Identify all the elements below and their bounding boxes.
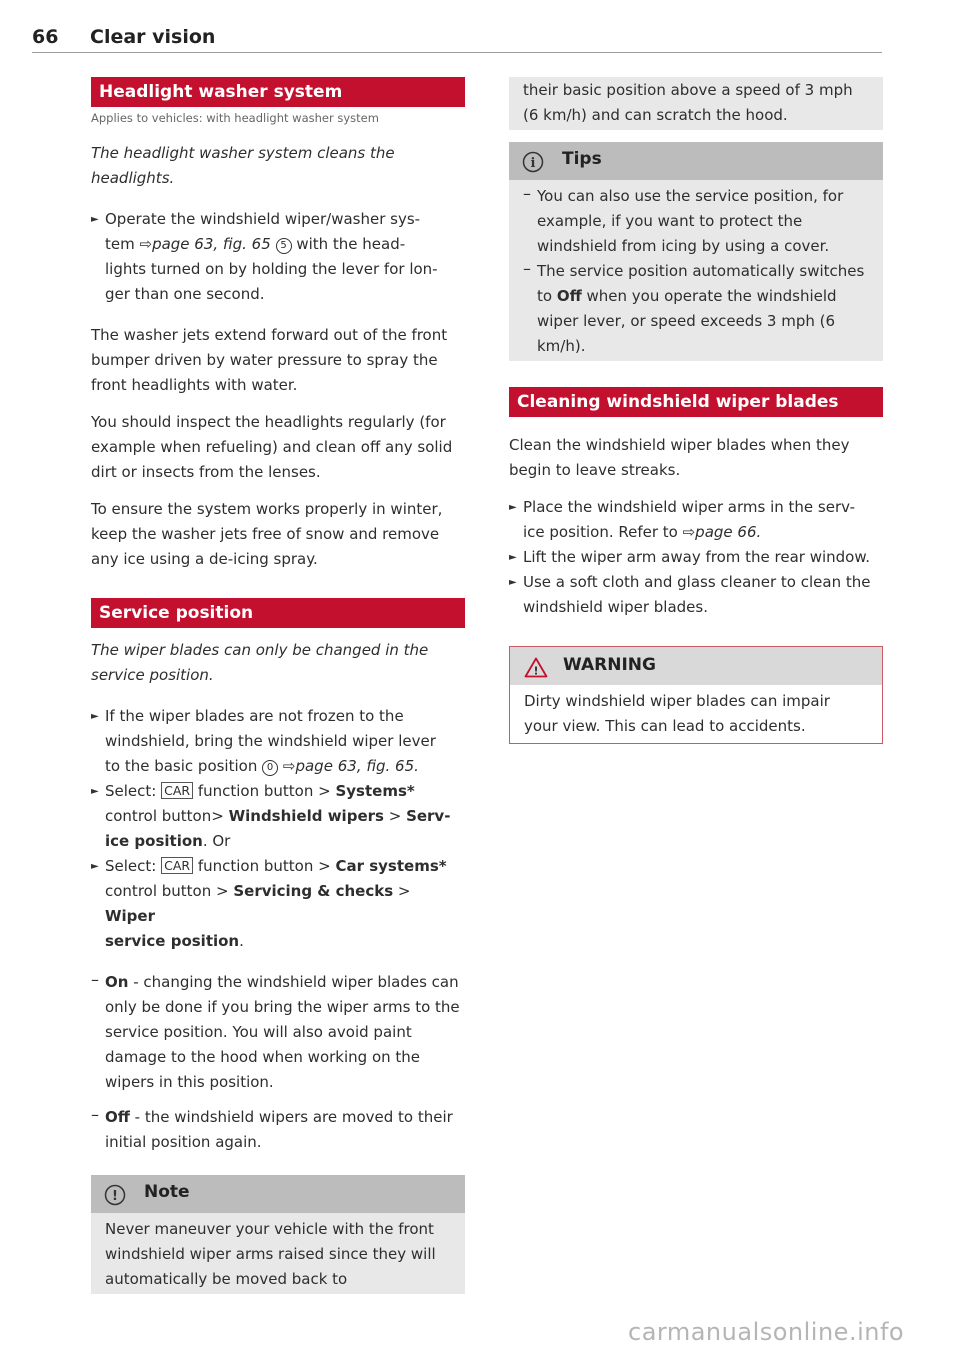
tips-box (509, 142, 883, 361)
warning-title: WARNING (563, 655, 656, 675)
step-arrow-icon: ► (91, 214, 99, 225)
inspect-paragraph: You should inspect the headlights regularly (for example when refueling) and clean off any solid dirt or insects from the lenses. (91, 413, 453, 481)
headlight-intro: The headlight washer system cleans the headlights. (91, 144, 395, 187)
cleaning-step-1: ► Place the windshield wiper arms in the serv- ice position. Refer to ⇨page 66. (509, 495, 883, 545)
service-step-3: ► Select: CAR function button > Car systems* control button > Servicing & checks > Wiper service position. (91, 854, 465, 954)
cleaning-step-2: ► Lift the wiper arm away from the rear window. (509, 545, 883, 570)
service-position-heading: Service position (91, 598, 465, 628)
warning-box (509, 646, 883, 744)
applies-note: Applies to vehicles: with headlight washer system (91, 111, 379, 125)
page-reference-link[interactable]: ⇨page 66. (682, 523, 762, 541)
warning-text: Dirty windshield wiper blades can impair your view. This can lead to accidents. (524, 692, 830, 735)
car-key-icon: CAR (161, 857, 193, 874)
svg-text:i: i (530, 156, 536, 171)
service-step-1: ► If the wiper blades are not frozen to the windshield, bring the windshield wiper lever to the basic position 0 ⇨page 63, fig. 65. (91, 704, 465, 779)
step-arrow-icon: ► (509, 502, 517, 513)
on-option: – On - changing the windshield wiper blades can only be done if you bring the wiper arms to the service position. You will also avoid paint damage to the hood when working on the wipers in this position. (91, 970, 460, 1091)
info-icon (522, 151, 544, 173)
left-column (91, 77, 465, 1294)
warning-triangle-icon (524, 657, 548, 678)
svg-text:!: ! (112, 1189, 118, 1204)
step-arrow-icon: ► (509, 552, 517, 563)
service-intro: The wiper blades can only be changed in the service position. (91, 641, 429, 684)
note-icon (104, 1184, 126, 1206)
step-arrow-icon: ► (91, 786, 99, 797)
svg-text:!: ! (533, 664, 539, 678)
tips-title: Tips (562, 149, 602, 169)
note-text: Never maneuver your vehicle with the front windshield wiper arms raised since they will automatically be moved back to (105, 1220, 436, 1288)
page-reference-link[interactable]: ⇨page 63, fig. 65 (139, 235, 271, 253)
callout-0-icon: 0 (262, 760, 278, 776)
callout-5-icon: 5 (276, 238, 292, 254)
washer-jets-paragraph: The washer jets extend forward out of the front bumper driven by water pressure to spray the front headlights with water. (91, 326, 448, 394)
page-number: 66 (32, 26, 59, 48)
tip-item-2: – The service position automatically switches to Off when you operate the windshield wiper lever, or speed exceeds 3 mph (6 km/h). (523, 259, 865, 355)
step-arrow-icon: ► (91, 711, 99, 722)
note-box (91, 1175, 465, 1294)
car-key-icon: CAR (161, 782, 193, 799)
watermark: carmanualsonline.info (628, 1318, 905, 1346)
note-title: Note (144, 1182, 190, 1202)
headlight-step: ► Operate the windshield wiper/washer sys- tem ⇨page 63, fig. 65 5 with the head- lights turned on by holding the lever for lon- ger than one second. (91, 207, 465, 307)
warning-header (510, 647, 882, 685)
tips-header (509, 142, 883, 180)
headlight-washer-heading: Headlight washer system (91, 77, 465, 107)
step-arrow-icon: ► (91, 861, 99, 872)
page-header (32, 22, 882, 53)
off-option: – Off - the windshield wipers are moved to their initial position again. (91, 1105, 453, 1151)
note-header (91, 1175, 465, 1213)
page-reference-link[interactable]: ⇨page 63, fig. 65. (282, 757, 419, 775)
winter-paragraph: To ensure the system works properly in winter, keep the washer jets free of snow and remove any ice using a de-icing spray. (91, 500, 443, 568)
section-title: Clear vision (90, 26, 216, 48)
cleaning-step-3: ► Use a soft cloth and glass cleaner to clean the windshield wiper blades. (509, 570, 883, 620)
cleaning-intro: Clean the windshield wiper blades when they begin to leave streaks. (509, 436, 850, 479)
right-column (509, 77, 883, 744)
tip-item-1: – You can also use the service position, for example, if you want to protect the windshield from icing by using a cover. (523, 184, 844, 255)
cleaning-heading: Cleaning windshield wiper blades (509, 387, 883, 417)
step-arrow-icon: ► (509, 577, 517, 588)
service-step-2: ► Select: CAR function button > Systems* control button> Windshield wipers > Serv- ice position. Or (91, 779, 465, 854)
note-continued: their basic position above a speed of 3 mph (6 km/h) and can scratch the hood. (509, 77, 883, 130)
